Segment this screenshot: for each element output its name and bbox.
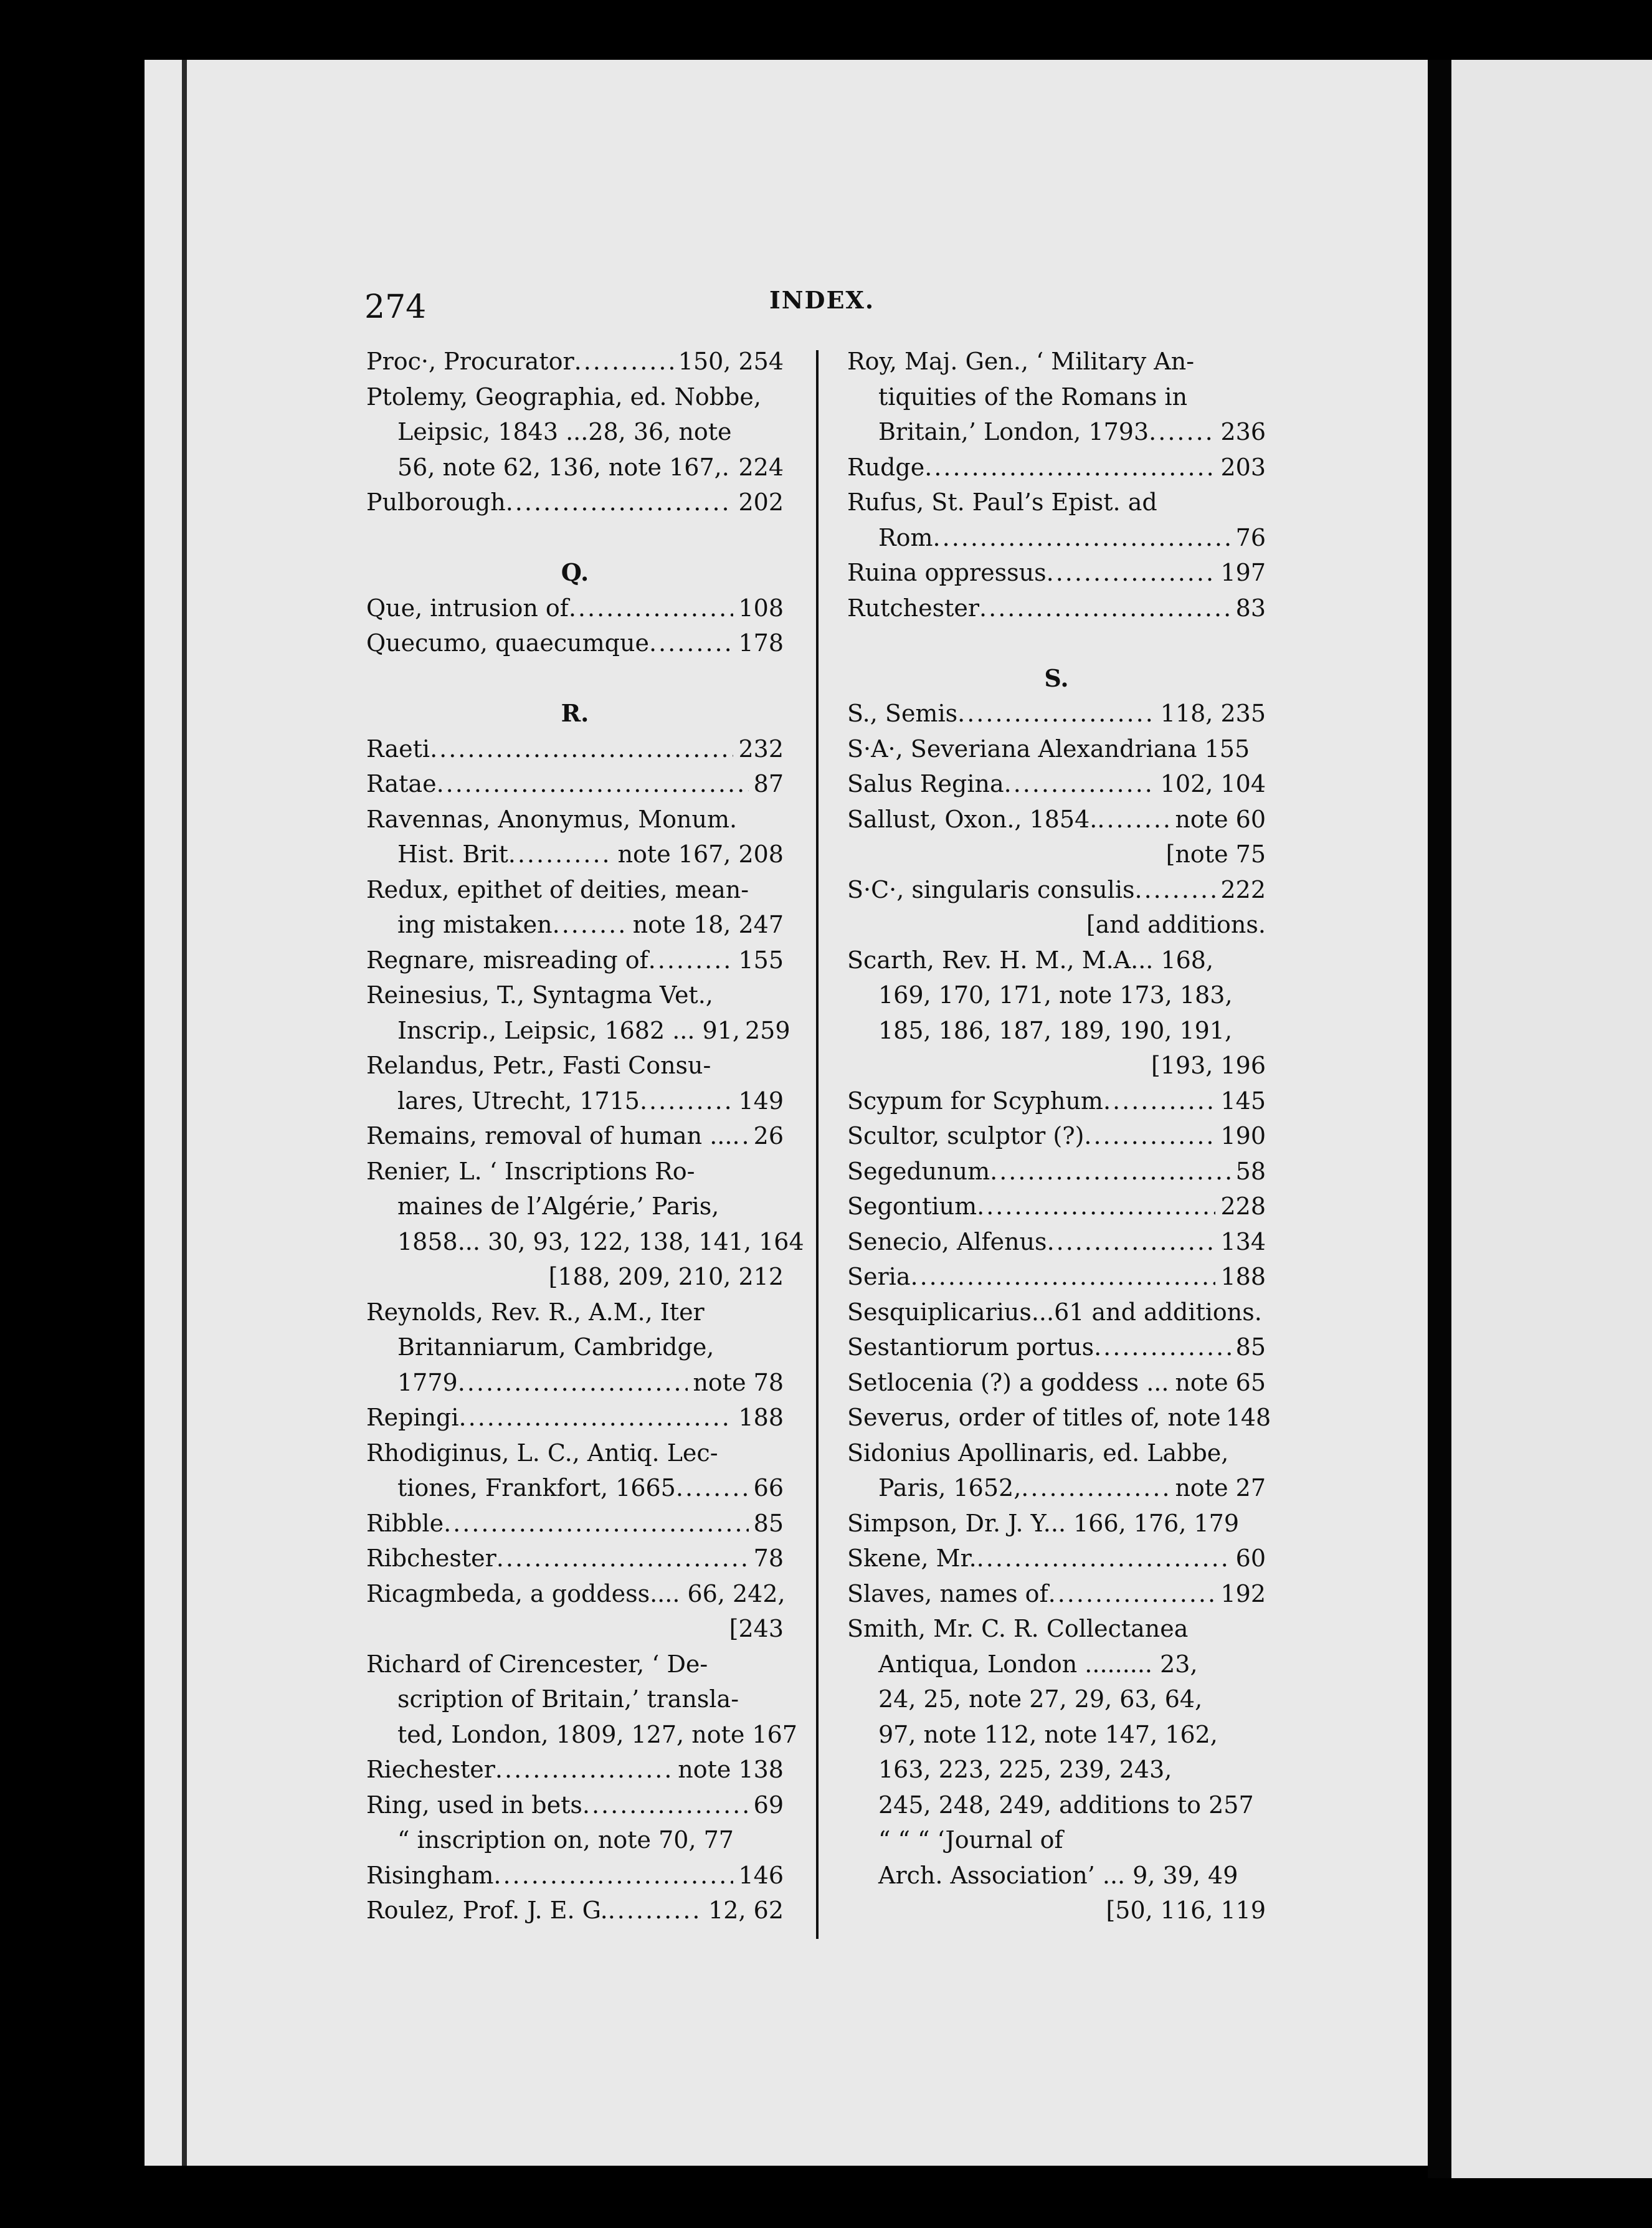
index-line: Redux, epithet of deities, mean- — [366, 875, 749, 903]
index-entry — [847, 1083, 1266, 1119]
entry-text: Regnare, misreading of — [366, 946, 648, 974]
entry-pages: 148 — [1225, 1404, 1271, 1431]
index-entry — [366, 626, 784, 661]
leader-dots — [1047, 555, 1216, 591]
index-line: Ravennas, Anonymus, Monum. — [366, 805, 738, 833]
index-entry — [366, 485, 784, 520]
index-line: “ “ “ ‘Journal of — [878, 1826, 1063, 1854]
index-line: [and additions. — [1086, 911, 1266, 938]
leader-dots — [977, 1541, 1231, 1576]
entry-text: Skene, Mr. — [847, 1545, 977, 1572]
leader-dots — [582, 1788, 749, 1823]
blank-line — [847, 626, 1266, 661]
entry-text: ing mistaken — [397, 911, 553, 938]
blank-line — [366, 661, 784, 697]
index-line: Leipsic, 1843 ...28, 36, note — [397, 418, 732, 445]
entry-text: Rutchester — [847, 594, 980, 622]
index-entry — [847, 1470, 1266, 1506]
index-line: tiquities of the Romans in — [878, 383, 1188, 411]
index-entry — [366, 1365, 784, 1401]
index-line: 97, note 112, note 147, 162, — [878, 1720, 1218, 1748]
page-edge — [182, 60, 187, 2166]
index-entry — [366, 766, 784, 802]
index-entry — [847, 1576, 1266, 1612]
index-line: Roy, Maj. Gen., ‘ Military An- — [847, 348, 1195, 375]
leader-dots — [508, 837, 613, 872]
index-line: maines de l’Algérie,’ Paris, — [397, 1193, 719, 1220]
section-letter: Q. — [561, 558, 589, 586]
entry-pages: note 60 — [1175, 805, 1266, 833]
index-line: [243 — [729, 1615, 784, 1642]
entry-text: Repingi — [366, 1404, 459, 1431]
entry-text: Seria — [847, 1263, 911, 1290]
index-line: Richard of Cirencester, ‘ De- — [366, 1650, 708, 1678]
leader-dots — [911, 1259, 1216, 1295]
index-line: 185, 186, 187, 189, 190, 191, — [878, 1016, 1233, 1044]
index-line: 1858... 30, 93, 122, 138, 141, 164 — [397, 1227, 804, 1255]
index-line: [note 75 — [1165, 840, 1266, 868]
index-line: Sidonius Apollinaris, ed. Labbe, — [847, 1439, 1229, 1467]
index-entry — [366, 1752, 784, 1788]
index-entry — [366, 1858, 784, 1893]
entry-pages: 102, 104 — [1160, 770, 1266, 797]
leader-dots — [648, 943, 734, 978]
entry-text: Sestantiorum portus — [847, 1333, 1094, 1361]
entry-pages: 60 — [1235, 1545, 1266, 1572]
entry-pages: 224 — [738, 453, 784, 481]
entry-text: Riechester — [366, 1756, 495, 1783]
index-line: scription of Britain,’ transla- — [397, 1685, 739, 1713]
entry-text: Rudge — [847, 453, 925, 481]
entry-pages: 228 — [1220, 1193, 1266, 1220]
leader-dots — [640, 1083, 734, 1119]
entry-text: Setlocenia (?) a goddess ... — [847, 1368, 1169, 1396]
leader-dots — [924, 450, 1215, 485]
left-column — [366, 344, 804, 1928]
leader-dots — [553, 907, 628, 943]
index-line: Arch. Association’ ... 9, 39, 49 — [878, 1861, 1238, 1889]
index-entry — [847, 1224, 1266, 1260]
leader-dots — [1004, 766, 1156, 802]
index-entry — [847, 802, 1266, 837]
entry-pages: 66 — [753, 1474, 784, 1502]
index-line: Smith, Mr. C. R. Collectanea — [847, 1615, 1189, 1642]
entry-text: 1779 — [397, 1368, 458, 1396]
entry-pages: 232 — [738, 735, 784, 763]
entry-text: Segontium — [847, 1193, 977, 1220]
index-line: Simpson, Dr. J. Y... 166, 176, 179 — [847, 1509, 1240, 1537]
entry-pages: note 78 — [693, 1368, 784, 1396]
index-entry — [847, 872, 1266, 908]
running-head — [364, 283, 1299, 326]
index-entry — [847, 414, 1266, 450]
leader-dots — [496, 1541, 749, 1576]
entry-pages: note 18, 247 — [632, 911, 784, 938]
index-entry — [847, 1330, 1266, 1365]
facing-page — [1451, 60, 1652, 2178]
index-line: Rhodiginus, L. C., Antiq. Lec- — [366, 1439, 718, 1467]
section-letter: S. — [1044, 664, 1069, 692]
index-line: 169, 170, 171, note 173, 183, — [878, 981, 1233, 1009]
entry-pages: 192 — [1220, 1579, 1266, 1607]
index-line: Scarth, Rev. H. M., M.A... 168, — [847, 946, 1214, 974]
entry-pages: 146 — [738, 1861, 784, 1889]
leader-dots — [1047, 1224, 1216, 1260]
index-title: INDEX. — [769, 286, 875, 314]
entry-pages: 108 — [738, 594, 784, 622]
leader-dots — [649, 626, 734, 661]
entry-text: Ribble — [366, 1509, 444, 1537]
index-entry — [366, 943, 784, 978]
index-entry — [366, 1470, 784, 1506]
index-line: Reynolds, Rev. R., A.M., Iter — [366, 1298, 705, 1326]
leader-dots — [1134, 872, 1215, 908]
entry-pages: 78 — [753, 1545, 784, 1572]
entry-text: Ruina oppressus — [847, 559, 1047, 586]
index-entry — [366, 1400, 784, 1435]
entry-text: Remains, removal of human ... — [366, 1122, 733, 1150]
entry-pages: 197 — [1220, 559, 1266, 586]
index-entry — [366, 731, 784, 767]
index-line: Renier, L. ‘ Inscriptions Ro- — [366, 1157, 695, 1185]
index-entry — [366, 1506, 784, 1541]
entry-text: Britain,’ London, 1793 — [878, 418, 1149, 445]
leader-dots — [933, 520, 1231, 556]
index-line: [193, 196 — [1151, 1052, 1266, 1079]
entry-text: 56, note 62, 136, note 167, — [397, 453, 722, 481]
index-entry — [366, 1788, 784, 1823]
leader-dots — [437, 766, 749, 802]
entry-pages: 188 — [1220, 1263, 1266, 1290]
entry-text: Sallust, Oxon., 1854. — [847, 805, 1098, 833]
entry-text: Hist. Brit — [397, 840, 508, 868]
entry-pages: 236 — [1220, 418, 1266, 445]
index-entry — [847, 1118, 1266, 1154]
index-line: Ptolemy, Geographia, ed. Nobbe, — [366, 383, 761, 411]
index-line: Rufus, St. Paul’s Epist. ad — [847, 488, 1157, 516]
entry-pages: 150, 254 — [678, 348, 784, 375]
leader-dots — [458, 1365, 688, 1401]
entry-text: Inscrip., Leipsic, 1682 ... 91, — [397, 1016, 740, 1044]
entry-text: Ribchester — [366, 1545, 496, 1572]
gutter — [1428, 60, 1451, 2178]
entry-text: Pulborough — [366, 488, 506, 516]
entry-text: Segedunum — [847, 1157, 990, 1185]
entry-pages: 203 — [1220, 453, 1266, 481]
entry-text: Proc·, Procurator — [366, 348, 574, 375]
entry-pages: 190 — [1220, 1122, 1266, 1150]
index-entry — [847, 1541, 1266, 1576]
index-line: [188, 209, 210, 212 — [548, 1263, 784, 1290]
leader-dots — [569, 591, 734, 626]
blank-line — [366, 520, 784, 556]
leader-dots — [493, 1858, 733, 1893]
entry-pages: 178 — [738, 629, 784, 657]
entry-pages: 87 — [753, 770, 784, 797]
index-line: 245, 248, 249, additions to 257 — [878, 1791, 1254, 1819]
leader-dots — [1103, 1083, 1216, 1119]
entry-pages: 155 — [738, 946, 784, 974]
index-entry — [366, 1013, 790, 1049]
entry-pages: 85 — [753, 1509, 784, 1537]
entry-text: S., Semis — [847, 700, 958, 727]
index-line: S·A·, Severiana Alexandriana 155 — [847, 735, 1250, 763]
entry-text: S·C·, singularis consulis — [847, 875, 1135, 903]
entry-text: Salus Regina — [847, 770, 1004, 797]
entry-text: Rom — [878, 523, 933, 551]
entry-text: Senecio, Alfenus — [847, 1227, 1047, 1255]
leader-dots — [977, 1189, 1215, 1224]
entry-text: Severus, order of titles of, note — [847, 1404, 1221, 1431]
entry-pages: 202 — [738, 488, 784, 516]
entry-text: lares, Utrecht, 1715 — [397, 1087, 640, 1115]
index-entry — [847, 1259, 1266, 1295]
entry-pages: 76 — [1235, 523, 1266, 551]
index-line: Britanniarum, Cambridge, — [397, 1333, 714, 1361]
index-entry — [847, 1400, 1271, 1435]
entry-pages: 69 — [753, 1791, 784, 1819]
column-divider — [816, 350, 819, 1939]
index-entry — [847, 520, 1266, 556]
index-entry — [847, 1189, 1266, 1224]
index-entry — [366, 1083, 784, 1119]
leader-dots — [1149, 414, 1215, 450]
index-line: Sesquiplicarius...61 and additions. — [847, 1298, 1262, 1326]
index-entry — [366, 907, 784, 943]
index-line: Reinesius, T., Syntagma Vet., — [366, 981, 713, 1009]
leader-dots — [722, 450, 734, 485]
index-line: ted, London, 1809, 127, note 167 — [397, 1720, 797, 1748]
leader-dots — [732, 1118, 748, 1154]
entry-text: Ratae — [366, 770, 437, 797]
entry-text: Que, intrusion of — [366, 594, 569, 622]
entry-text: Quecumo, quaecumque — [366, 629, 649, 657]
entry-pages: note 27 — [1175, 1474, 1266, 1502]
index-line: 163, 223, 225, 239, 243, — [878, 1756, 1172, 1783]
leader-dots — [990, 1154, 1231, 1189]
entry-pages: 149 — [738, 1087, 784, 1115]
index-entry — [847, 1365, 1266, 1401]
leader-dots — [979, 591, 1231, 626]
leader-dots — [1097, 802, 1170, 837]
index-entry — [366, 1893, 784, 1928]
entry-text: Raeti — [366, 735, 430, 763]
index-entry — [366, 450, 784, 485]
index-line: Antiqua, London ......... 23, — [878, 1650, 1198, 1678]
leader-dots — [1021, 1470, 1170, 1506]
index-entry — [847, 591, 1266, 626]
index-entry — [847, 696, 1266, 731]
index-entry — [847, 1154, 1266, 1189]
index-entry — [847, 450, 1266, 485]
leader-dots — [1048, 1576, 1216, 1612]
leader-dots — [574, 344, 673, 379]
entry-pages: 26 — [753, 1122, 784, 1150]
section-letter: R. — [561, 699, 589, 727]
leader-dots — [676, 1470, 749, 1506]
leader-dots — [1084, 1118, 1215, 1154]
leader-dots — [1094, 1330, 1231, 1365]
index-entry — [366, 837, 784, 872]
entry-pages: note 167, 208 — [617, 840, 784, 868]
entry-text: Scultor, sculptor (?) — [847, 1122, 1085, 1150]
entry-pages: 145 — [1220, 1087, 1266, 1115]
index-line: “ inscription on, note 70, 77 — [397, 1826, 734, 1854]
index-entry — [847, 555, 1266, 591]
index-entry — [366, 1541, 784, 1576]
index-entry — [366, 591, 784, 626]
index-line: Ricagmbeda, a goddess.... 66, 242, — [366, 1579, 786, 1607]
leader-dots — [957, 696, 1156, 731]
entry-text: Roulez, Prof. J. E. G. — [366, 1897, 608, 1924]
leader-dots — [495, 1752, 673, 1788]
entry-text: tiones, Frankfort, 1665 — [397, 1474, 676, 1502]
entry-pages: 222 — [1220, 875, 1266, 903]
entry-pages: note 65 — [1175, 1368, 1266, 1396]
entry-text: Slaves, names of — [847, 1579, 1048, 1607]
leader-dots — [506, 485, 734, 520]
leader-dots — [459, 1400, 734, 1435]
entry-pages: 134 — [1220, 1227, 1266, 1255]
page-number: 274 — [364, 288, 427, 326]
index-line: Relandus, Petr., Fasti Consu- — [366, 1052, 711, 1079]
leader-dots — [608, 1893, 703, 1928]
index-line: 24, 25, note 27, 29, 63, 64, — [878, 1685, 1203, 1713]
entry-pages: 58 — [1235, 1157, 1266, 1185]
index-entry — [847, 766, 1266, 802]
entry-text: Scypum for Scyphum — [847, 1087, 1103, 1115]
index-entry — [366, 1118, 784, 1154]
entry-pages: note 138 — [678, 1756, 784, 1783]
entry-pages: 188 — [738, 1404, 784, 1431]
entry-pages: 259 — [744, 1016, 790, 1044]
entry-pages: 12, 62 — [708, 1897, 784, 1924]
entry-text: Ring, used in bets — [366, 1791, 582, 1819]
entry-pages: 118, 235 — [1160, 700, 1266, 727]
leader-dots — [444, 1506, 749, 1541]
leader-dots — [430, 731, 733, 767]
right-column — [847, 344, 1271, 1928]
entry-pages: 85 — [1235, 1333, 1266, 1361]
entry-text: Paris, 1652, — [878, 1474, 1022, 1502]
entry-pages: 83 — [1235, 594, 1266, 622]
index-line: [50, 116, 119 — [1106, 1897, 1266, 1924]
entry-text: Risingham — [366, 1861, 494, 1889]
index-entry — [366, 344, 784, 379]
